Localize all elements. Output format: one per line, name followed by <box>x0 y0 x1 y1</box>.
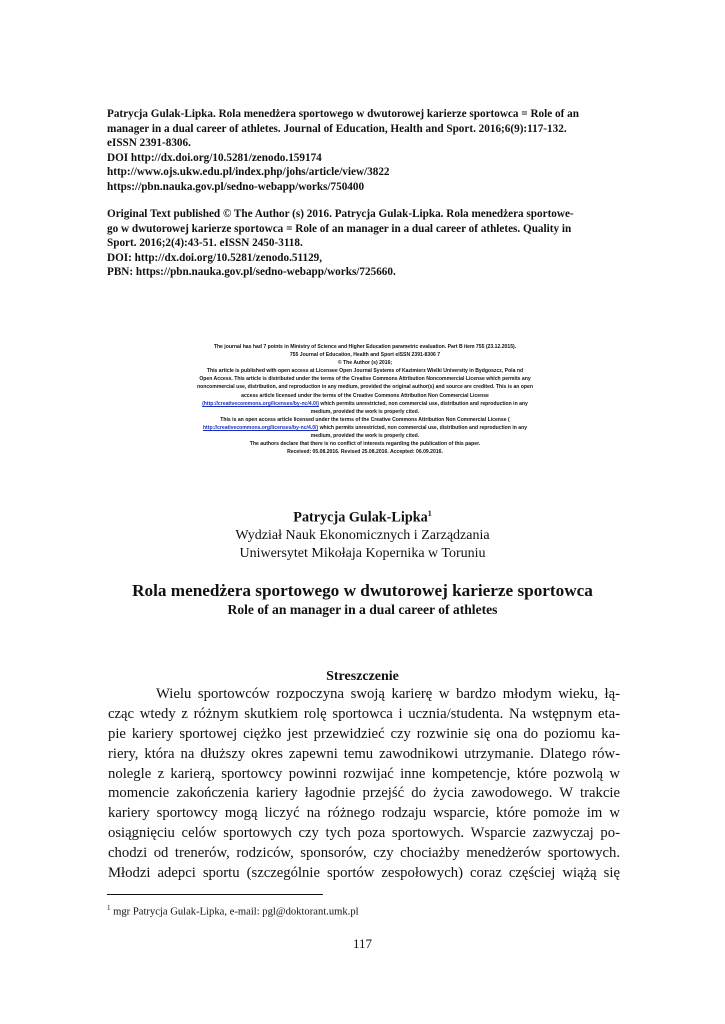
notice-line: This article is published with open access at Licensee Open Journal Systems of Kazimierz Wielki University in Bydgoszcz, Pola nd <box>206 368 524 375</box>
journal-notice <box>150 343 580 456</box>
abstract-line: nolegle z karierą, sportowcy powinni rozwijać inne kompetencje, które pozwolą w <box>108 765 620 782</box>
notice-line: 755 Journal of Education, Health and Sport eISSN 2391-8306 7 <box>289 352 441 359</box>
abstract-line: chodzi od trenerów, rodziców, sponsorów, czy chociażby menedżerów sportowych. <box>108 845 620 862</box>
affiliation-faculty: Wydział Nauk Ekonomicznych i Zarządzania <box>235 528 490 544</box>
notice-line <box>150 424 580 432</box>
abstract-line: riery, która na dłuższy okres zapewni temu zawodnikowi utrzymanie. Dlatego rów- <box>108 745 620 762</box>
notice-line: Received: 05.08.2016. Revised 25.08.2016. Accepted: 06.09.2016. <box>287 449 443 456</box>
footnote-text: mgr Patrycja Gulak-Lipka, e-mail: pgl@doktorant.umk.pl <box>110 906 359 918</box>
original-doi: DOI: http://dx.doi.org/10.5281/zenodo.51129, <box>107 251 323 264</box>
paper-title-english: Role of an manager in a dual career of athletes <box>227 602 498 617</box>
affiliation-university: Uniwersytet Mikołaja Kopernika w Toruniu <box>239 545 486 561</box>
notice-line-rest: which permits unrestricted, non commercial use, distribution and reproduction in any <box>319 400 528 407</box>
footnote-mark: 1 <box>107 904 111 912</box>
abstract-line: kariery sportowcy mogą liczyć na różnego rodzaju wsparcie, które pomoże im w <box>108 805 620 822</box>
citation-line: manager in a dual career of athletes. Journal of Education, Health and Sport. 2016;6(9):117-132. <box>107 122 567 135</box>
notice-line: This is an open access article licensed under the terms of the Creative Commons Attribution Non Commercial License ( <box>220 416 510 423</box>
notice-line: noncommercial use, distribution, and reproduction in any medium, provided the original author(s) and source are credited. This is an open <box>197 384 533 391</box>
notice-line: Open Access. This article is distributed under the terms of the Creative Commons Attribution Noncommercial License which permits any <box>199 376 531 383</box>
abstract-line: Wielu sportowców rozpoczyna swoją karierę w bardzo młodym wieku, łą- <box>156 686 620 702</box>
license-link[interactable]: (http://creativecommons.org/licenses/by-nc/4.0/) <box>202 400 319 407</box>
title-block <box>0 580 725 618</box>
abstract-line: momencie zakończenia kariery łagodnie przejść do życia zawodowego. W trakcie <box>108 785 620 802</box>
abstract-body <box>108 685 620 884</box>
notice-line: The authors declare that there is no conflict of interests regarding the publication of this paper. <box>249 441 481 448</box>
abstract-line: osiągnięciu celów sportowych czy tych poza sportowych. Wsparcie zazwyczaj po- <box>108 825 620 842</box>
paper-title: Rola menedżera sportowego w dwutorowej karierze sportowca <box>132 581 593 600</box>
citation-line: eISSN 2391-8306. <box>107 137 191 150</box>
author-block <box>0 505 725 562</box>
original-line: Sport. 2016;2(4):43-51. eISSN 2450-3118. <box>107 237 303 250</box>
page-number: 117 <box>352 936 373 951</box>
license-link[interactable]: http://creativecommons.org/licenses/by-nc/4.0/) <box>202 424 319 431</box>
notice-line: The journal has had 7 points in Ministry of Science and Higher Education parametric evaluation. Part B item 755 (23.12.2015). <box>213 344 517 350</box>
abstract-line: cząc wtedy z różnym skutkiem rolę sportowca i ucznia/studenta. Na wstępnym eta- <box>108 705 620 722</box>
notice-line: access article licensed under the terms of the Creative Commons Attribution Non Commercial License <box>241 392 489 399</box>
notice-line: © The Author (s) 2016; <box>337 360 393 367</box>
citation-url: http://www.ojs.ukw.edu.pl/index.php/johs/article/view/3822 <box>107 166 390 179</box>
abstract-heading: Streszczenie <box>326 669 399 684</box>
citation-line: Patrycja Gulak-Lipka. Rola menedżera sportowego w dwutorowej karierze sportowca = Role of an <box>107 108 579 120</box>
notice-line: medium, provided the work is properly cited. <box>310 433 420 440</box>
notice-line-rest: which permits unrestricted, non commercial use, distribution and reproduction in any <box>318 424 528 431</box>
citation-pbn: https://pbn.nauka.gov.pl/sedno-webapp/works/750400 <box>107 180 365 193</box>
author-footnote-mark: 1 <box>427 509 432 518</box>
original-pbn: PBN: https://pbn.nauka.gov.pl/sedno-webapp/works/725660. <box>107 266 396 279</box>
footnote-divider <box>107 894 323 895</box>
citation-block <box>107 107 619 195</box>
author-name-text: Patrycja Gulak-Lipka <box>293 509 428 526</box>
original-line: go w dwutorowej karierze sportowca = Role of an manager in a dual career of athletes. Quality in <box>107 222 572 235</box>
abstract-line: pie kariery sportowej ciężko jest przewidzieć czy rozwinie się ona do poziomu ka- <box>108 725 620 742</box>
author-name <box>0 505 725 527</box>
original-publication-block <box>107 207 619 280</box>
notice-line: medium, provided the work is properly cited. <box>310 408 420 415</box>
footnote <box>107 904 359 918</box>
citation-doi: DOI http://dx.doi.org/10.5281/zenodo.159174 <box>107 151 322 164</box>
abstract-line: Młodzi adepci sportu (szczególnie sportów zespołowych) coraz częściej wiążą się <box>108 865 620 882</box>
original-line: Original Text published © The Author (s) 2016. Patrycja Gulak-Lipka. Rola menedżera sportowe- <box>107 208 574 220</box>
notice-line <box>150 400 580 408</box>
